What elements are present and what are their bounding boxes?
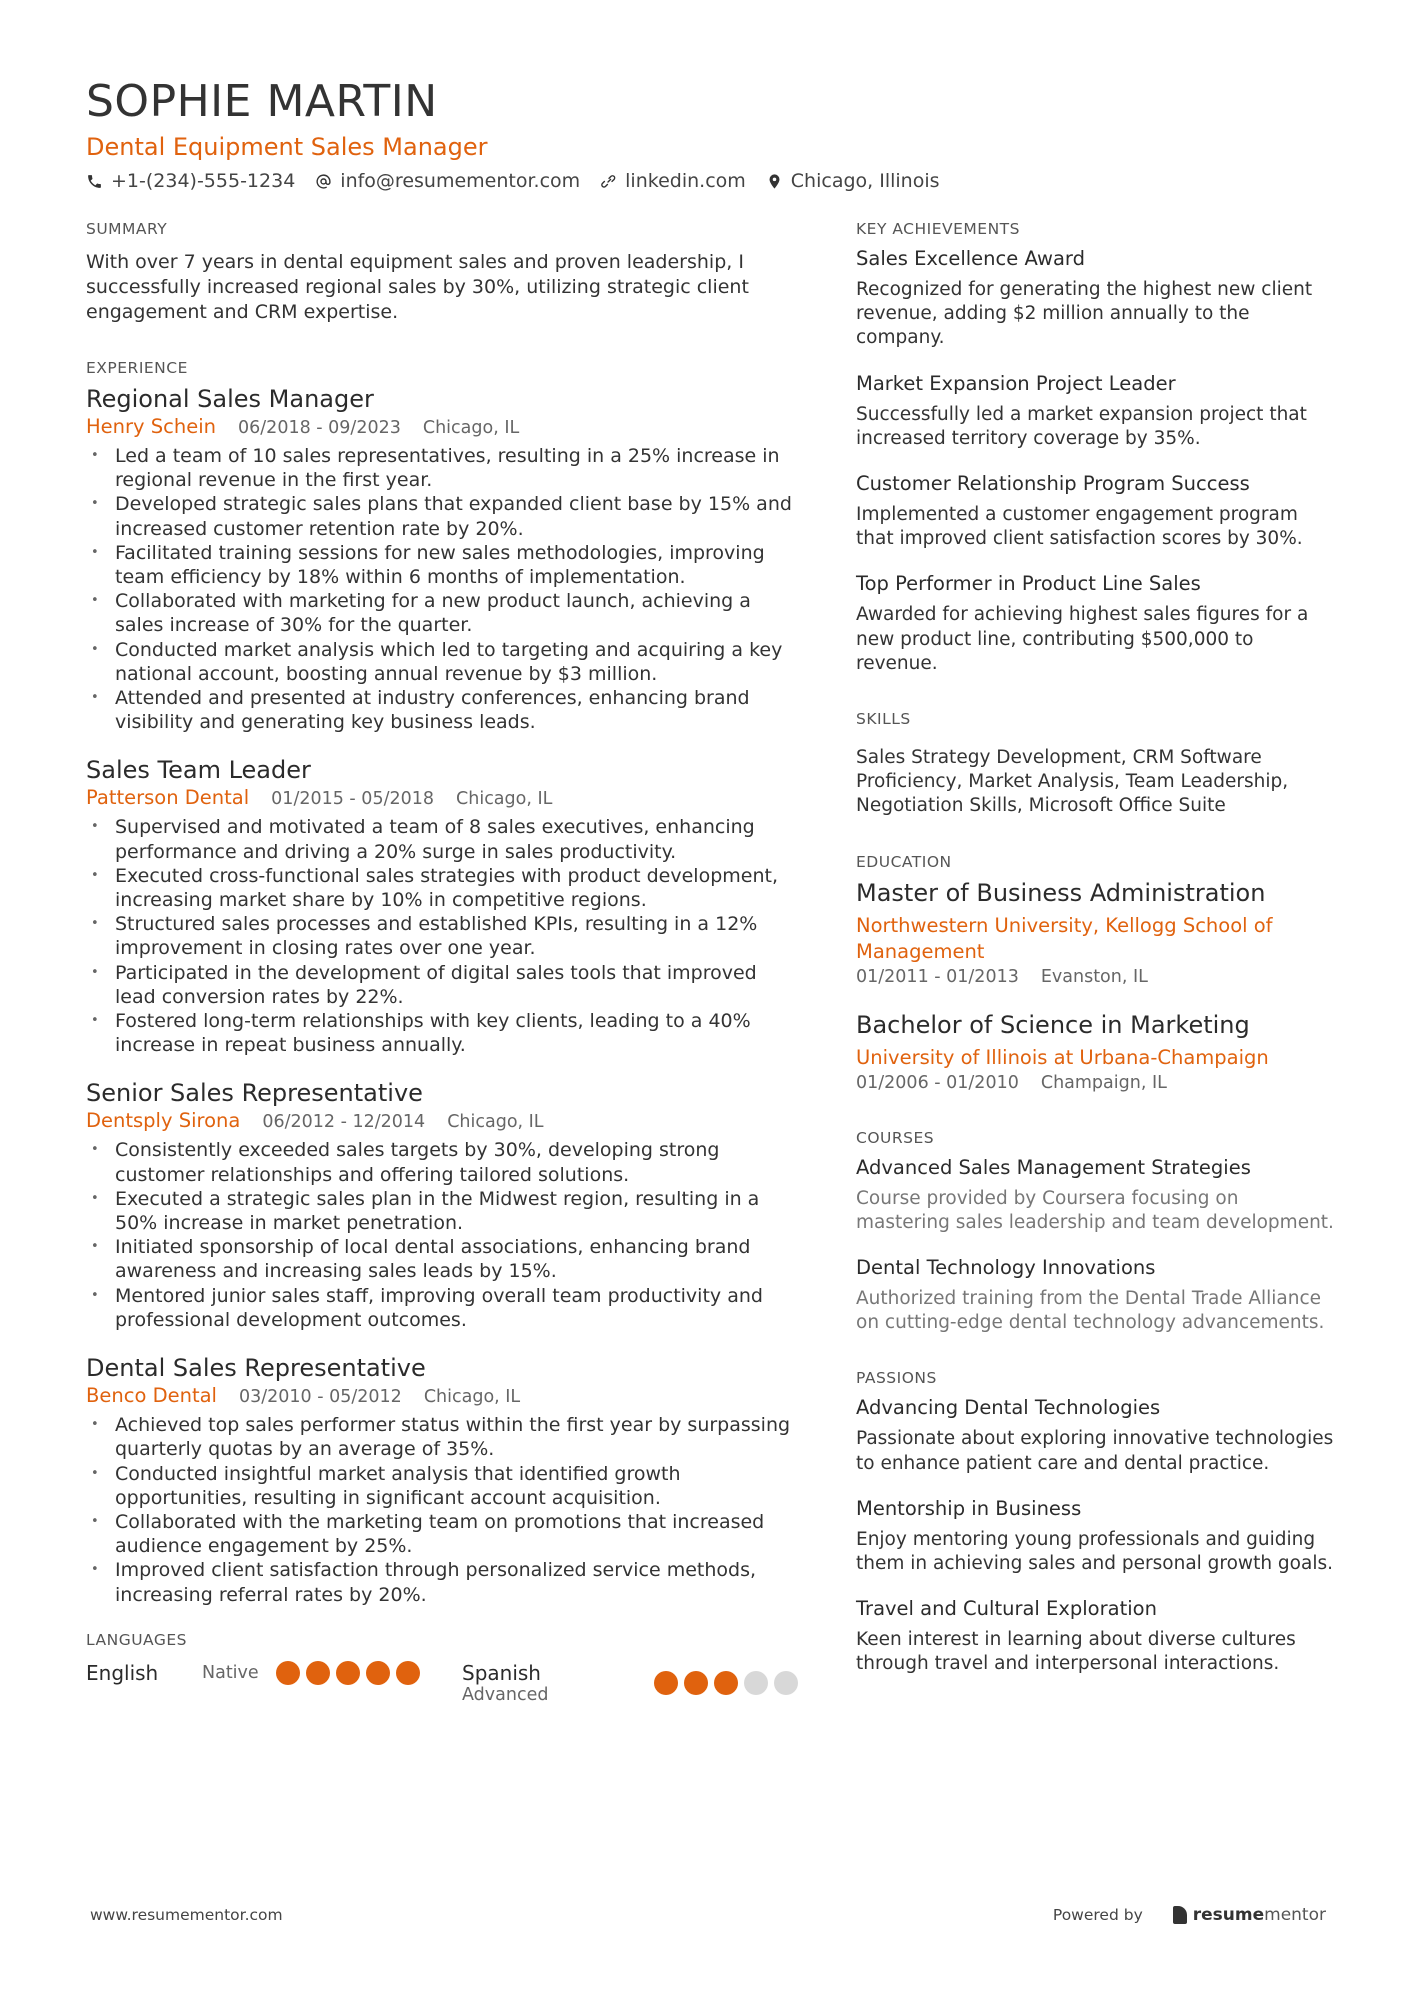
footer-brand <box>1053 1905 1326 1925</box>
job-location: Chicago, IL <box>447 1112 544 1133</box>
job-entry <box>86 1352 798 1607</box>
language-level: Native <box>202 1662 259 1683</box>
education-degree: Bachelor of Science in Marketing <box>856 1010 1250 1039</box>
job-bullet: • Supervised and motivated a team of 8 sales executives, enhancing performance and driving a 20% surge in sales productivity. <box>86 815 798 863</box>
experience-section <box>86 359 798 1607</box>
passion-title: Mentorship in Business <box>856 1496 1082 1520</box>
job-dates: 03/2010 - 05/2012 <box>238 1387 402 1408</box>
phone-icon <box>86 173 103 190</box>
course-desc: Course provided by Coursera focusing on mastering sales leadership and team development. <box>856 1187 1334 1233</box>
language-item <box>462 1661 798 1705</box>
education-location: Champaign, IL <box>1040 1072 1167 1093</box>
passion-desc: Enjoy mentoring young professionals and guiding them in achieving sales and personal growth goals. <box>856 1528 1333 1575</box>
job-entry <box>86 383 798 734</box>
passion-item <box>856 1395 1336 1475</box>
job-bullets <box>86 1413 798 1607</box>
job-title: Sales Team Leader <box>86 756 311 785</box>
education-school: University of Illinois at Urbana-Champaign <box>856 1045 1269 1069</box>
job-bullets <box>86 444 798 734</box>
job-bullet: • Fostered long-term relationships with key clients, leading to a 40% increase in repeat business annually. <box>86 1009 798 1057</box>
job-bullet: • Conducted market analysis which led to targeting and acquiring a key national account, boosting annual revenue by $3 million. <box>86 638 798 686</box>
rating-dot-filled <box>684 1671 708 1695</box>
job-dates: 06/2018 - 09/2023 <box>238 418 401 438</box>
job-bullet: • Executed a strategic sales plan in the Midwest region, resulting in a 50% increase in market penetration. <box>86 1187 798 1235</box>
achievement-title: Market Expansion Project Leader <box>856 371 1176 395</box>
language-item <box>86 1661 462 1685</box>
link-icon <box>600 173 617 190</box>
job-bullet: • Led a team of 10 sales representatives, resulting in a 25% increase in regional revenue in the first year. <box>86 444 798 492</box>
education-meta <box>856 965 1336 989</box>
contact-phone-text: +1-(234)-555-1234 <box>111 170 296 192</box>
education-dates: 01/2011 - 01/2013 <box>856 966 1019 987</box>
achievements-section <box>856 220 1336 676</box>
job-title: Dental Sales Representative <box>86 1354 426 1383</box>
education-heading: EDUCATION <box>856 852 952 871</box>
achievement-title: Customer Relationship Program Success <box>856 472 1250 496</box>
experience-heading: EXPERIENCE <box>86 359 188 377</box>
courses-heading: COURSES <box>856 1128 935 1147</box>
passions-heading: PASSIONS <box>856 1369 937 1388</box>
summary-text: With over 7 years in dental equipment sales and proven leadership, I successfully increased regional sales by 30%, utilizing strategic client engagement and CRM expertise. <box>86 251 749 323</box>
course-title: Advanced Sales Management Strategies <box>856 1155 1251 1179</box>
languages-row <box>86 1661 798 1705</box>
contact-linkedin-text: linkedin.com <box>625 170 746 192</box>
course-desc: Authorized training from the Dental Trade Alliance on cutting-edge dental technology advancements. <box>856 1288 1325 1334</box>
job-bullet: • Consistently exceeded sales targets by 30%, developing strong customer relationships and offering tailored solutions. <box>86 1138 798 1186</box>
course-item <box>856 1155 1336 1235</box>
rating-dot-empty <box>744 1671 768 1695</box>
candidate-role: Dental Equipment Sales Manager <box>86 133 488 161</box>
right-column <box>856 220 1336 1711</box>
contact-linkedin[interactable] <box>600 170 746 192</box>
job-title: Regional Sales Manager <box>86 385 374 413</box>
at-icon <box>315 173 332 190</box>
job-bullet: • Participated in the development of digital sales tools that improved lead conversion rates by 22%. <box>86 961 798 1009</box>
rating-dot-filled <box>306 1661 330 1685</box>
education-dates: 01/2006 - 01/2010 <box>856 1072 1019 1093</box>
achievement-desc: Implemented a customer engagement program that improved client satisfaction scores by 30%. <box>856 504 1303 550</box>
job-bullets <box>86 815 798 1057</box>
job-location: Chicago, IL <box>422 418 520 438</box>
brand-name-bold: resume <box>1192 1905 1265 1925</box>
achievement-title: Top Performer in Product Line Sales <box>856 572 1201 596</box>
job-company: Patterson Dental <box>86 786 250 810</box>
job-location: Chicago, IL <box>456 789 553 810</box>
education-degree: Master of Business Administration <box>856 878 1266 907</box>
footer-website[interactable]: www.resumementor.com <box>90 1906 283 1924</box>
education-meta <box>856 1071 1336 1095</box>
achievement-item <box>856 371 1336 451</box>
rating-dot-filled <box>396 1661 420 1685</box>
rating-dot-filled <box>336 1661 360 1685</box>
contact-phone[interactable] <box>86 170 295 192</box>
education-school: Northwestern University, Kellogg School of Management <box>856 913 1273 963</box>
contact-location-text: Chicago, Illinois <box>790 170 940 192</box>
job-company: Dentsply Sirona <box>86 1109 241 1133</box>
job-meta <box>86 1384 798 1407</box>
skills-heading: SKILLS <box>856 710 911 729</box>
contact-location <box>766 170 940 192</box>
job-bullet: • Developed strategic sales plans that expanded client base by 15% and increased customer retention rate by 20%. <box>86 492 798 540</box>
achievements-heading: KEY ACHIEVEMENTS <box>856 220 1020 238</box>
powered-by-label: Powered by <box>1052 1906 1143 1924</box>
brand-logo-icon <box>1173 1906 1187 1924</box>
skills-section <box>856 710 1336 819</box>
rating-dot-filled <box>276 1661 300 1685</box>
job-bullet: • Achieved top sales performer status within the first year by surpassing quarterly quotas by an average of 35%. <box>86 1413 798 1461</box>
language-rating <box>654 1671 798 1695</box>
brand-logo[interactable] <box>1173 1905 1326 1925</box>
languages-section <box>86 1631 798 1705</box>
achievement-item <box>856 471 1336 551</box>
language-name: Spanish <box>462 1660 541 1685</box>
languages-heading: LANGUAGES <box>86 1630 188 1649</box>
skills-text: Sales Strategy Development, CRM Software Proficiency, Market Analysis, Team Leadership, Negotiation Skills, Microsoft Office Suite <box>856 747 1289 817</box>
achievement-desc: Successfully led a market expansion project that increased territory coverage by 35%. <box>856 403 1307 449</box>
job-bullet: • Structured sales processes and established KPIs, resulting in a 12% improvement in closing rates over one year. <box>86 912 798 960</box>
course-item <box>856 1255 1336 1335</box>
job-meta <box>86 1109 798 1132</box>
location-pin-icon <box>766 173 783 190</box>
contact-email-text: info@resumementor.com <box>340 170 581 192</box>
job-title: Senior Sales Representative <box>86 1079 423 1108</box>
job-bullet: • Mentored junior sales staff, improving overall team productivity and professional development outcomes. <box>86 1284 798 1332</box>
job-bullet: • Initiated sponsorship of local dental associations, enhancing brand awareness and increasing sales leads by 15%. <box>86 1235 798 1283</box>
achievement-item <box>856 246 1336 351</box>
contact-list <box>86 170 1326 192</box>
job-bullet: • Improved client satisfaction through personalized service methods, increasing referral rates by 20%. <box>86 1558 798 1606</box>
job-bullet: • Collaborated with the marketing team on promotions that increased audience engagement by 25%. <box>86 1510 798 1558</box>
job-entry <box>86 754 798 1057</box>
passion-title: Travel and Cultural Exploration <box>856 1597 1157 1621</box>
summary-heading: SUMMARY <box>86 220 168 238</box>
left-column <box>86 220 798 1739</box>
education-section <box>856 853 1336 1095</box>
contact-email[interactable] <box>315 170 580 192</box>
education-item <box>856 877 1336 989</box>
job-bullet: • Executed cross-functional sales strategies with product development, increasing market share by 10% in competitive regions. <box>86 864 798 912</box>
job-location: Chicago, IL <box>423 1387 521 1408</box>
rating-dot-empty <box>774 1671 798 1695</box>
job-bullet: • Attended and presented at industry conferences, enhancing brand visibility and generating key business leads. <box>86 686 798 734</box>
job-bullet: • Facilitated training sessions for new sales methodologies, improving team efficiency by 18% within 6 months of implementation. <box>86 541 798 589</box>
page-footer <box>90 1905 1326 1925</box>
language-rating <box>276 1661 420 1685</box>
resume-header <box>86 76 1326 192</box>
job-company: Henry Schein <box>86 415 217 438</box>
language-name: English <box>86 1660 159 1685</box>
achievement-item <box>856 571 1336 676</box>
job-bullet: • Collaborated with marketing for a new product launch, achieving a sales increase of 30% for the quarter. <box>86 589 798 637</box>
rating-dot-filled <box>654 1671 678 1695</box>
passion-item <box>856 1596 1336 1676</box>
passion-item <box>856 1496 1336 1576</box>
job-company: Benco Dental <box>86 1384 217 1408</box>
course-title: Dental Technology Innovations <box>856 1256 1156 1280</box>
education-item <box>856 1009 1336 1095</box>
passion-desc: Passionate about exploring innovative technologies to enhance patient care and dental practice. <box>856 1428 1334 1474</box>
achievement-title: Sales Excellence Award <box>856 247 1085 270</box>
courses-section <box>856 1129 1336 1336</box>
brand-name-light: mentor <box>1264 1905 1326 1925</box>
passions-section <box>856 1369 1336 1676</box>
job-bullets <box>86 1138 798 1332</box>
achievement-desc: Awarded for achieving highest sales figures for a new product line, contributing $500,000 to revenue. <box>856 604 1309 674</box>
rating-dot-filled <box>714 1671 738 1695</box>
language-level: Advanced <box>462 1684 549 1705</box>
language-labels <box>462 1661 548 1705</box>
rating-dot-filled <box>366 1661 390 1685</box>
job-meta <box>86 786 798 809</box>
passion-title: Advancing Dental Technologies <box>856 1396 1161 1420</box>
passion-desc: Keen interest in learning about diverse cultures through travel and interpersonal interactions. <box>856 1629 1296 1675</box>
job-entry <box>86 1077 798 1332</box>
job-meta <box>86 415 798 438</box>
job-bullet: • Conducted insightful market analysis that identified growth opportunities, resulting in significant account acquisition. <box>86 1462 798 1510</box>
summary-section <box>86 220 798 325</box>
job-dates: 06/2012 - 12/2014 <box>262 1112 426 1133</box>
candidate-name: SOPHIE MARTIN <box>86 76 438 127</box>
job-dates: 01/2015 - 05/2018 <box>271 789 435 810</box>
achievement-desc: Recognized for generating the highest new client revenue, adding $2 million annually to the company. <box>856 279 1313 349</box>
education-location: Evanston, IL <box>1040 966 1148 987</box>
